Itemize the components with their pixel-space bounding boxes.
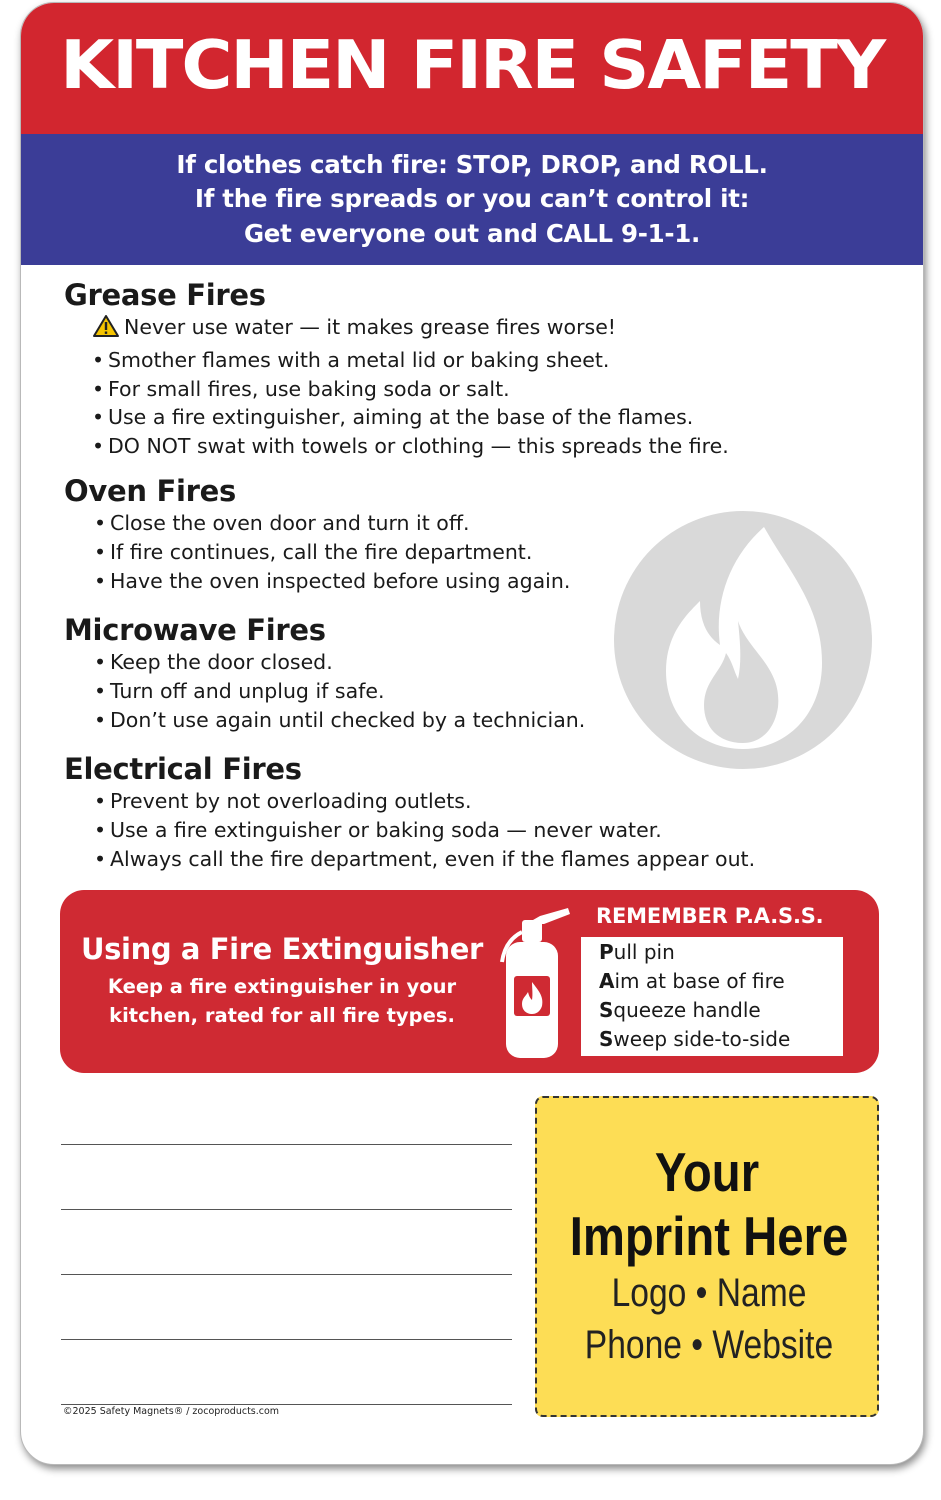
- list-item: • Keep the door closed.: [94, 650, 333, 674]
- extinguisher-subtitle: [60, 972, 504, 1030]
- list-item: • Have the oven inspected before using again.: [94, 568, 571, 593]
- extinguisher-title: Using a Fire Extinguisher: [81, 932, 483, 966]
- section-heading: Electrical Fires: [64, 752, 302, 786]
- pass-step-sweep: Sweep side-to-side: [599, 1027, 791, 1051]
- list-item: • Don’t use again until checked by a technician.: [94, 707, 586, 732]
- emergency-line-3: Get everyone out and CALL 9-1-1.: [243, 218, 701, 248]
- section-heading: Microwave Fires: [64, 613, 326, 647]
- extinguisher-subtitle-line-1: Keep a fire extinguisher in your: [107, 975, 457, 998]
- list-item: • Use a fire extinguisher or baking soda — never water.: [94, 817, 662, 842]
- safety-card: [20, 2, 924, 1465]
- imprint-line-4: Phone • Website: [584, 1323, 834, 1367]
- section-oven-fires: [64, 473, 570, 595]
- pass-step-squeeze: Squeeze handle: [599, 998, 761, 1022]
- pass-step-aim: Aim at base of fire: [599, 969, 785, 993]
- section-heading: Oven Fires: [64, 474, 236, 508]
- warning-item: [92, 313, 729, 346]
- write-in-line: [61, 1144, 512, 1145]
- write-in-line: [61, 1274, 512, 1275]
- copyright-text: ©2025 Safety Magnets® / zocoproducts.com: [63, 1406, 280, 1417]
- pass-list: [581, 937, 843, 1056]
- section-heading: Grease Fires: [64, 278, 266, 312]
- write-in-line: [61, 1209, 512, 1210]
- pass-heading: REMEMBER P.A.S.S.: [596, 904, 824, 928]
- section-grease-fires: [64, 277, 729, 461]
- imprint-line-2: Imprint Here: [569, 1205, 849, 1267]
- pass-step-pull: Pull pin: [599, 940, 675, 964]
- fire-extinguisher-icon: [496, 904, 574, 1060]
- title-band: [21, 3, 923, 134]
- imprint-line-3: Logo • Name: [611, 1271, 807, 1315]
- list-item: • Use a fire extinguisher, aiming at the base of the flames.: [92, 405, 694, 430]
- page-title: KITCHEN FIRE SAFETY: [60, 25, 884, 104]
- extinguisher-panel: [60, 890, 879, 1073]
- emergency-band: [21, 134, 923, 265]
- imprint-line-1: Your: [654, 1141, 760, 1203]
- flame-icon: [614, 511, 872, 769]
- list-item: • For small fires, use baking soda or salt.: [92, 376, 510, 401]
- emergency-line-2: If the fire spreads or you can’t control it:: [194, 184, 750, 214]
- list-item: • Always call the fire department, even if the flames appear out.: [94, 846, 756, 871]
- emergency-line-1: If clothes catch fire: STOP, DROP, and ROLL.: [176, 149, 768, 179]
- list-item: • Turn off and unplug if safe.: [94, 678, 385, 703]
- write-in-line: [61, 1339, 512, 1340]
- list-item: • If fire continues, call the fire department.: [94, 539, 533, 564]
- extinguisher-subtitle-line-2: kitchen, rated for all fire types.: [109, 1004, 455, 1027]
- section-electrical-fires: [64, 751, 755, 873]
- section-microwave-fires: [64, 612, 585, 734]
- list-item: • Close the oven door and turn it off.: [94, 511, 470, 535]
- warning-triangle-icon: [92, 314, 124, 346]
- warning-text: Never use water — it makes grease fires worse!: [124, 315, 617, 339]
- list-item: • DO NOT swat with towels or clothing — this spreads the fire.: [92, 434, 729, 459]
- write-in-line: [61, 1404, 512, 1405]
- list-item: • Smother flames with a metal lid or baking sheet.: [92, 347, 610, 372]
- list-item: • Prevent by not overloading outlets.: [94, 789, 472, 813]
- imprint-area: [535, 1096, 879, 1417]
